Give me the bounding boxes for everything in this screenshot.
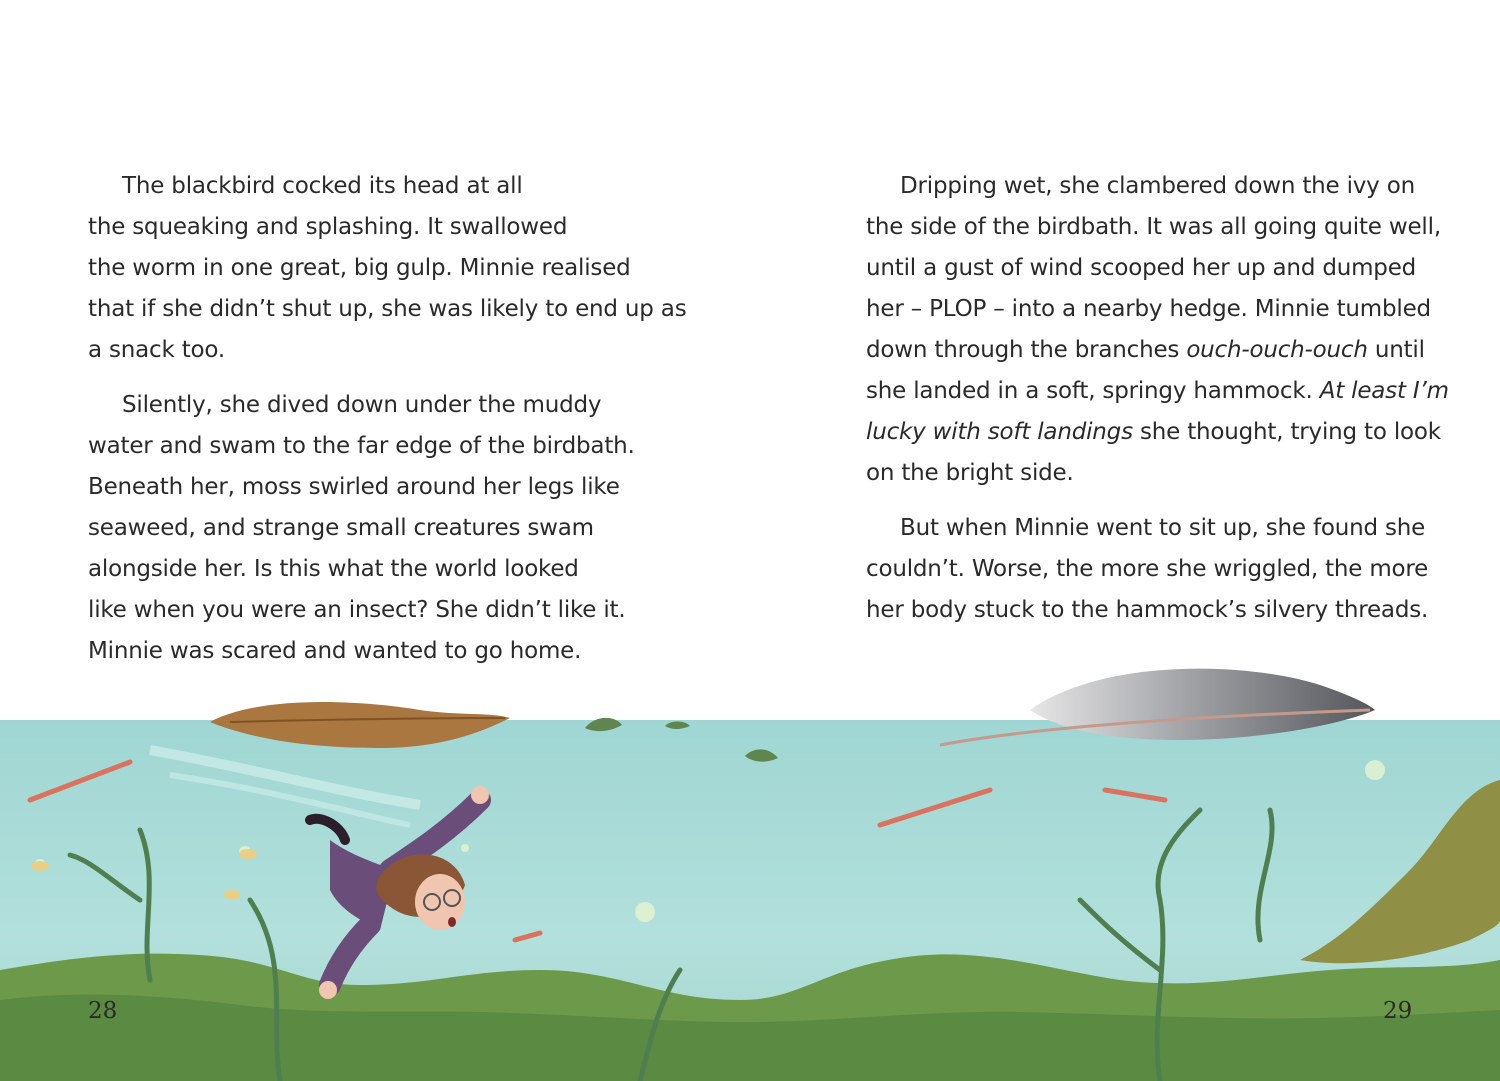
right-page [750, 0, 1500, 1081]
text-line: Silently, she dived down under the muddy [122, 392, 602, 418]
text-run: she thought, trying to look [1132, 419, 1441, 445]
text-line: water and swam to the far edge of the birdbath. [88, 433, 635, 459]
text-line [866, 412, 1441, 453]
text-line: her body stuck to the hammock’s silvery threads. [866, 597, 1429, 623]
italic-text: ouch-ouch-ouch [1186, 337, 1368, 363]
text-line: the squeaking and splashing. It swallowed [88, 214, 568, 240]
paragraph [88, 166, 687, 371]
paragraph [88, 385, 648, 672]
page-number: 29 [1383, 998, 1413, 1024]
text-line: a snack too. [88, 337, 226, 363]
text-line: The blackbird cocked its head at all [122, 173, 523, 199]
left-page-text [88, 166, 687, 686]
text-line: the side of the birdbath. It was all going quite well, [866, 214, 1441, 240]
text-line: her – PLOP – into a nearby hedge. Minnie tumbled [866, 296, 1431, 322]
text-run: she landed in a soft, springy hammock. [866, 378, 1320, 404]
text-line: on the bright side. [866, 460, 1074, 486]
text-line: alongside her. Is this what the world looked [88, 556, 579, 582]
paragraph [866, 166, 1449, 494]
text-line: the worm in one great, big gulp. Minnie realised [88, 255, 631, 281]
text-line: seaweed, and strange small creatures swam [88, 515, 594, 541]
italic-text: At least I’m [1319, 378, 1449, 404]
text-line: that if she didn’t shut up, she was likely to end up as [88, 296, 687, 322]
text-line: couldn’t. Worse, the more she wriggled, the more [866, 556, 1429, 582]
paragraph [866, 508, 1429, 631]
text-run: until [1367, 337, 1425, 363]
text-line: Minnie was scared and wanted to go home. [88, 638, 582, 664]
page-number: 28 [88, 998, 118, 1024]
text-line [866, 371, 1449, 412]
text-line: like when you were an insect? She didn’t like it. [88, 597, 626, 623]
text-line: But when Minnie went to sit up, she found she [900, 515, 1426, 541]
italic-text: lucky with soft landings [866, 419, 1133, 445]
right-page-text [866, 166, 1449, 645]
text-run: down through the branches [866, 337, 1187, 363]
text-line: until a gust of wind scooped her up and dumped [866, 255, 1417, 281]
text-line: Dripping wet, she clambered down the ivy on [900, 173, 1415, 199]
text-line [866, 330, 1426, 371]
text-line: Beneath her, moss swirled around her legs like [88, 474, 620, 500]
